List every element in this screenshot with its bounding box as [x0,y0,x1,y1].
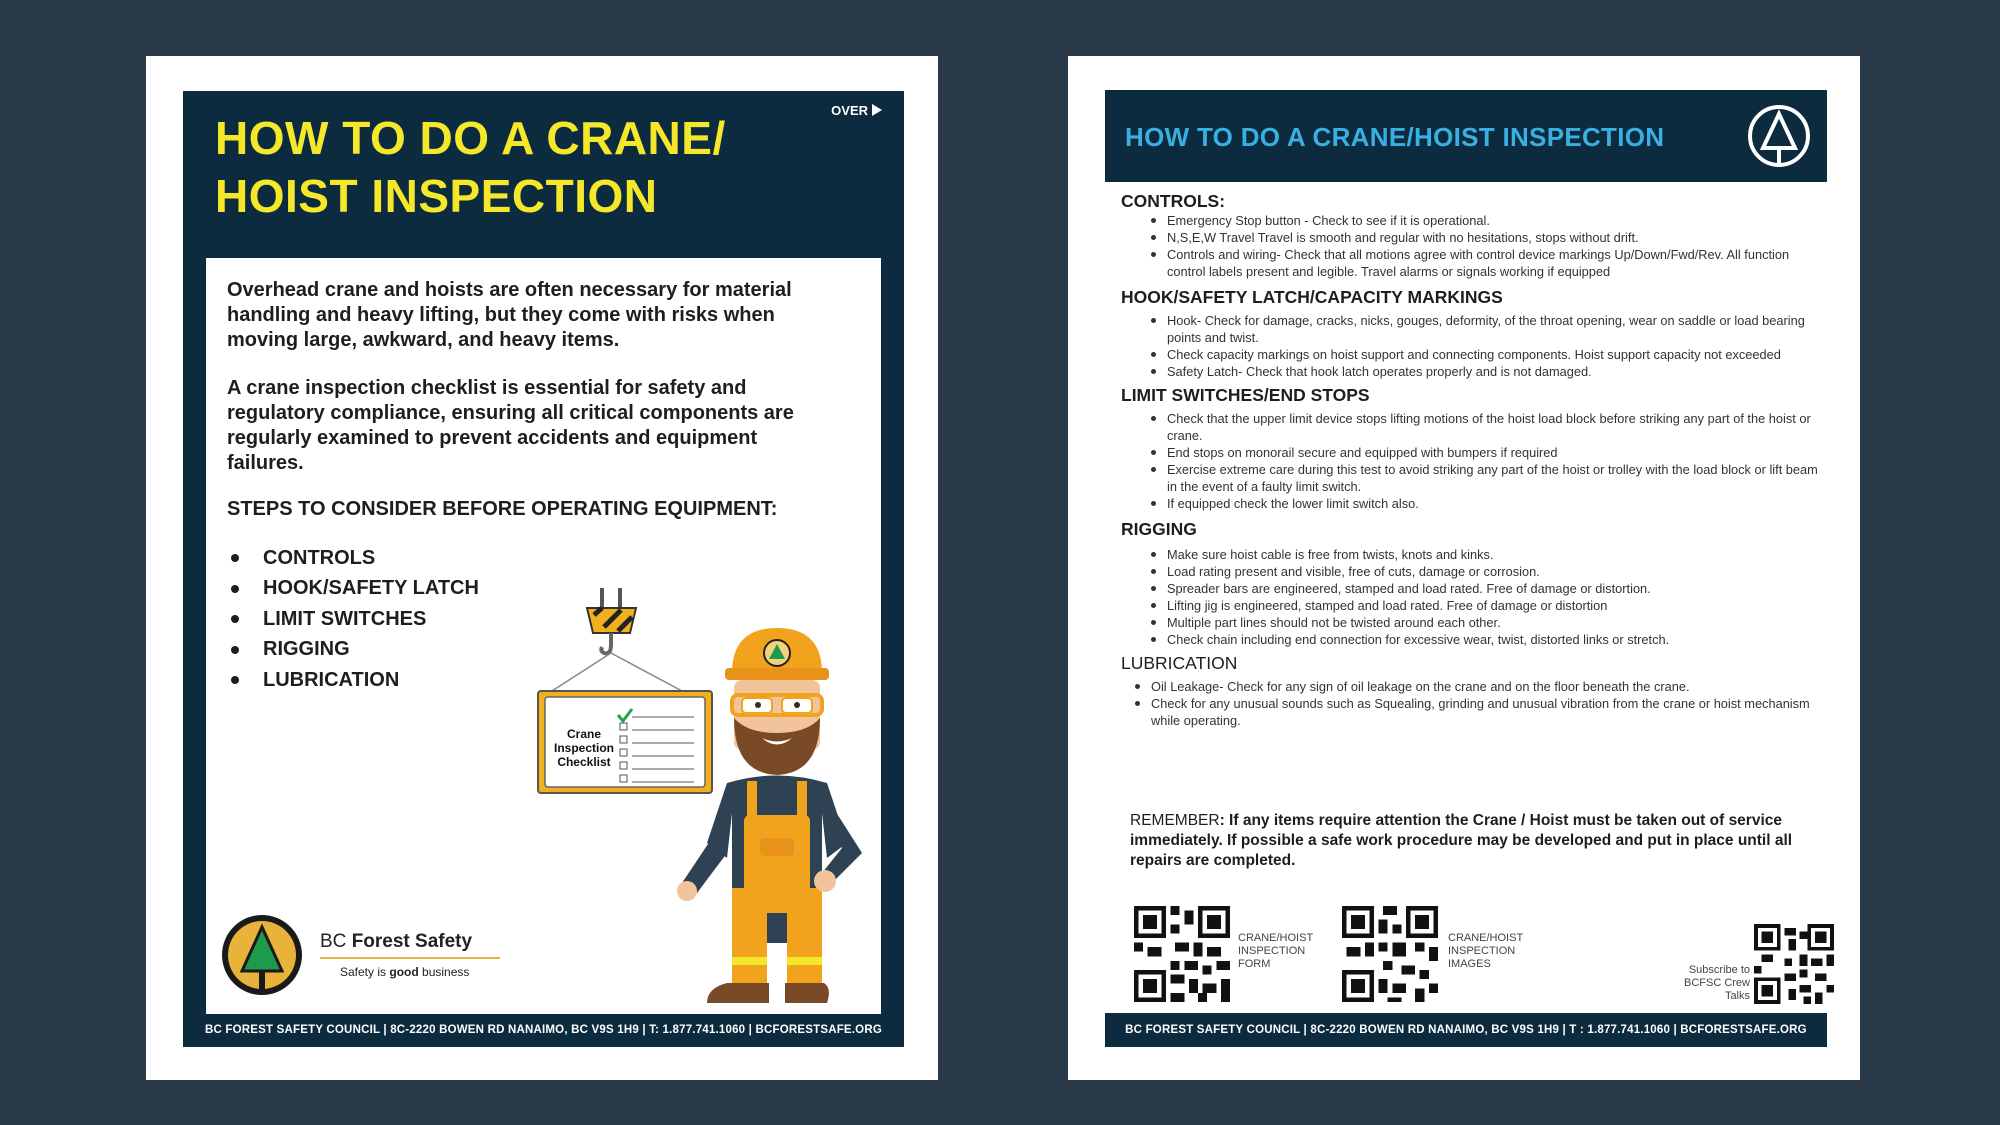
section-hook [1121,286,1821,380]
tree-logo-icon [220,913,304,997]
page-title [215,109,726,225]
list-item: Check capacity markings on hoist support and connecting components. Hoist support capacity not exceeded [1149,346,1821,363]
front-footer: BC FOREST SAFETY COUNCIL | 8C-2220 BOWEN RD NANAIMO, BC V9S 1H9 | T: 1.877.741.1060 | BCFORESTSAFE.ORG [205,1024,882,1036]
list-item: Oil Leakage- Check for any sign of oil leakage on the crane and on the floor beneath the crane. [1133,678,1821,695]
list-item: Load rating present and visible, free of cuts, damage or corrosion. [1149,563,1821,580]
worker-illustration [522,583,882,1013]
list-item: CONTROLS [227,543,479,574]
section-heading: LIMIT SWITCHES/END STOPS [1121,385,1370,405]
list-item: LIMIT SWITCHES [227,604,479,635]
title-line-2: HOIST INSPECTION [215,170,658,222]
list-item: Check for any unusual sounds such as Squealing, grinding and unusual vibration from the crane or hoist mechanism while operating. [1133,695,1821,729]
qr-code-inspection-images[interactable] [1342,906,1438,1002]
list-item: Exercise extreme care during this test to avoid striking any part of the hoist or trolley with the load block or lift beam in the event of a faulty limit switch. [1149,461,1821,495]
list-item: Spreader bars are engineered, stamped and load rated. Free of damage or distortion. [1149,580,1821,597]
list-item: Multiple part lines should not be twisted around each other. [1149,614,1821,631]
intro-paragraph: Overhead crane and hoists are often necessary for material handling and heavy lifting, but they come with risks when moving large, awkward, and heavy items. [227,279,792,351]
front-frame [183,91,904,1047]
logo-name: BC Forest Safety [320,931,473,952]
section-heading: LUBRICATION [1121,653,1238,673]
section-heading: RIGGING [1121,519,1197,539]
qr-label-form: CRANE/HOIST INSPECTION FORM [1238,932,1313,970]
section-limit-switches [1121,384,1821,512]
logo-underline [320,957,500,959]
sign-text-3: Checklist [557,755,611,769]
sign-text-1: Crane [566,727,602,741]
steps-heading: STEPS TO CONSIDER BEFORE OPERATING EQUIPMENT: [227,498,778,520]
remember-note: REMEMBER: If any items require attention the Crane / Hoist must be taken out of service immediately. If possible a safe work procedure may be developed and put in place until all repairs are completed. [1130,812,1793,869]
list-item: Check that the upper limit device stops lifting motions of the hoist load block before striking any part of the hoist or crane. [1149,410,1821,444]
worker-figure [677,628,862,1003]
flyer-page-front [146,56,938,1080]
list-item: RIGGING [227,635,479,666]
tree-outline-logo-icon [1747,104,1811,168]
section-lubrication [1121,652,1821,729]
back-footer: BC FOREST SAFETY COUNCIL | 8C-2220 BOWEN RD NANAIMO, BC V9S 1H9 | T : 1.877.741.1060 | BCFORESTSAFE.ORG [1105,1013,1827,1047]
over-indicator [831,103,882,118]
logo-text [320,931,500,979]
play-arrow-icon [872,104,882,116]
section-controls [1121,190,1821,280]
bullet-icon [231,615,239,623]
section-heading: CONTROLS: [1121,191,1226,211]
list-item: Make sure hoist cable is free from twists, knots and kinks. [1149,546,1821,563]
bullet-icon [231,554,239,562]
bullet-icon [231,646,239,654]
list-item: End stops on monorail secure and equipped with bumpers if required [1149,444,1821,461]
qr-code-crew-talks[interactable] [1754,924,1834,1004]
bcfs-logo [220,913,500,997]
over-label: OVER [831,103,868,118]
list-item: If equipped check the lower limit switch also. [1149,495,1821,512]
qr-code-inspection-form[interactable] [1134,906,1230,1002]
section-rigging [1121,518,1821,648]
title-line-1: HOW TO DO A CRANE/ [215,112,726,164]
bullet-icon [231,585,239,593]
list-item: LUBRICATION [227,665,479,696]
crane-hook-icon [552,588,682,691]
list-item: Controls and wiring- Check that all motions agree with control device markings Up/Down/Fwd/Rev. All function control labels present and legible. Travel alarms or signals working if equipped [1149,246,1821,280]
qr-label-images: CRANE/HOIST INSPECTION IMAGES [1448,932,1523,970]
inspection-sections [1121,190,1821,733]
back-header [1105,90,1827,182]
checklist-paragraph: A crane inspection checklist is essential for safety and regulatory compliance, ensuring all critical components are regularly examined to prevent accidents and equipment failures. [227,377,794,474]
logo-tagline: Safety is good business [340,965,470,979]
list-item: Hook- Check for damage, cracks, nicks, gouges, deformity, of the throat opening, wear on saddle or load bearing points and twist. [1149,312,1821,346]
list-item: Check chain including end connection for excessive wear, twist, distorted links or stretch. [1149,631,1821,648]
qr-label-subscribe: Subscribe to BCFSC Crew Talks [1683,964,1750,1002]
list-item: Lifting jig is engineered, stamped and load rated. Free of damage or distortion [1149,597,1821,614]
section-heading: HOOK/SAFETY LATCH/CAPACITY MARKINGS [1121,287,1503,307]
checklist-sign [538,691,712,793]
list-item: N,S,E,W Travel Travel is smooth and regular with no hesitations, stops without drift. [1149,229,1821,246]
list-item: Safety Latch- Check that hook latch operates properly and is not damaged. [1149,363,1821,380]
sign-text-2: Inspection [553,741,615,755]
list-item: Emergency Stop button - Check to see if it is operational. [1149,212,1821,229]
steps-list [227,543,479,696]
front-content-panel [206,258,881,1014]
flyer-page-back [1068,56,1860,1080]
bullet-icon [231,676,239,684]
list-item: HOOK/SAFETY LATCH [227,574,479,605]
back-title: HOW TO DO A CRANE/HOIST INSPECTION [1125,122,1665,152]
